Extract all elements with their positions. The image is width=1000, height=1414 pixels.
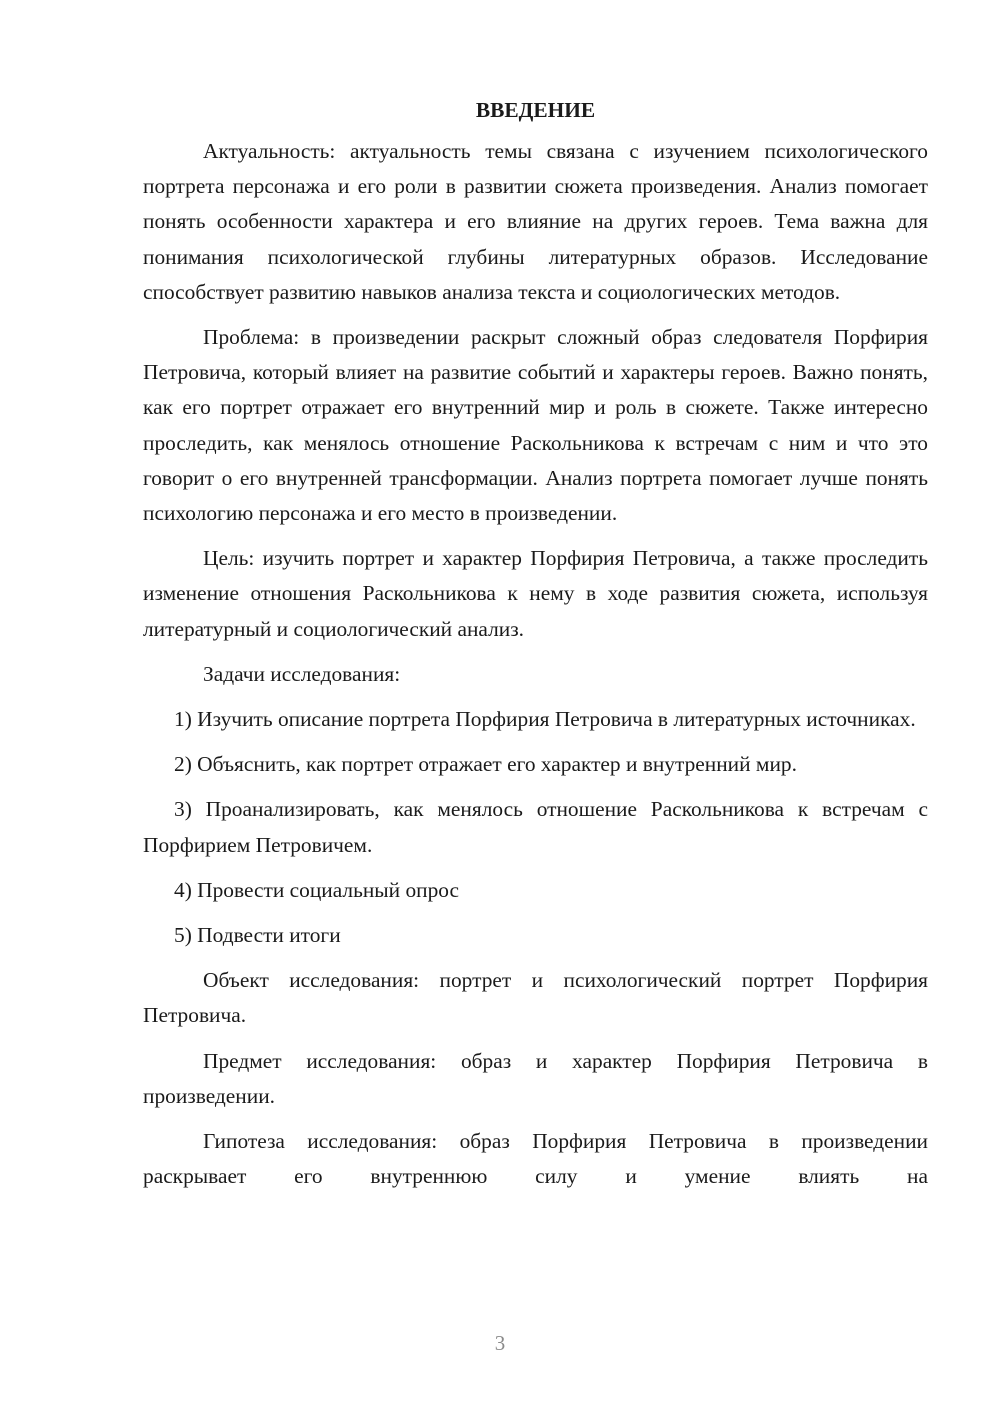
task-item-5: 5) Подвести итоги [174,923,341,948]
task-item-3: 3) Проанализировать, как менялось отношение Раскольникова к встречам с Порфирием Петровичем. [143,797,928,857]
tasks-heading: Задачи исследования: [203,661,401,686]
problem-paragraph: Проблема: в произведении раскрыт сложный образ следователя Порфирия Петровича, который влияет на развитие событий и характеры героев. Важно понять, как его портрет отражает его внутренний мир и роль в сюжете. Также интересно проследить, как менялось отношение Раскольникова к встречам с ним и что это говорит о его внутренней трансформации. Анализ портрета помогает лучше понять психологию персонажа и его место в произведении. [143,325,928,526]
document-page [143,90,928,1204]
task-item-1: 1) Изучить описание портрета Порфирия Петровича в литературных источниках. [174,707,916,732]
subject-paragraph: Предмет исследования: образ и характер Порфирия Петровича в произведении. [143,1048,928,1108]
task-item-4: 4) Провести социальный опрос [174,877,460,902]
object-paragraph: Объект исследования: портрет и психологический портрет Порфирия Петровича. [143,968,928,1028]
section-title: ВВЕДЕНИЕ [475,98,596,122]
hypothesis-paragraph: Гипотеза исследования: образ Порфирия Петровича в произведении раскрывает его внутреннюю силу и умение влиять на [143,1129,928,1189]
relevance-paragraph: Актуальность: актуальность темы связана с изучением психологического портрета персонажа и его роли в развитии сюжета произведения. Анализ помогает понять особенности характера и его влияние на других героев. Тема важна для понимания психологической глубины литературных образов. Исследование способствует развитию навыков анализа текста и социологических методов. [143,139,928,304]
task-item-2: 2) Объяснить, как портрет отражает его характер и внутренний мир. [174,752,797,777]
page-number: 3 [494,1331,506,1355]
goal-paragraph: Цель: изучить портрет и характер Порфирия Петровича, а также проследить изменение отношения Раскольникова к нему в ходе развития сюжета, используя литературный и социологический анализ. [143,546,928,641]
